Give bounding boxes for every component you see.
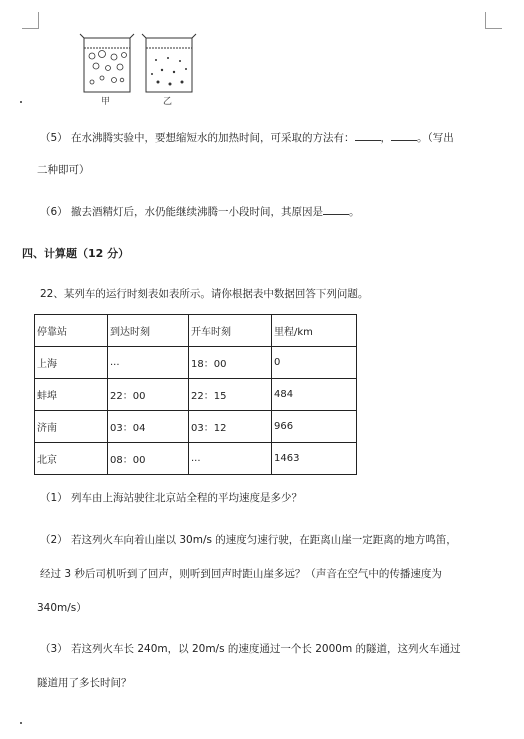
question-22-sub-3-line-1: （3） 若这列火车长 240m，以 20m/s 的速度通过一个长 2000m 的隧道，这列火车通过 (40, 643, 461, 655)
table-row (35, 443, 357, 475)
question-6: （6） 撤去酒精灯后，水仍能继续沸腾一小段时间，其原因是 。 (40, 206, 360, 218)
table-row (35, 347, 357, 379)
margin-dot (20, 101, 22, 103)
table-cell: 0 (272, 347, 357, 379)
table-cell: 济南 (35, 411, 108, 443)
table-cell: 1463 (272, 443, 357, 475)
table-header-cell: 到达时刻 (108, 315, 189, 347)
page-corner-mark-left (22, 12, 39, 29)
table-cell: ... (108, 347, 189, 379)
table-cell: 蚌埠 (35, 379, 108, 411)
page-corner-mark-right (485, 12, 502, 29)
question-22-sub-2-line-1: （2） 若这列火车向着山崖以 30m/s 的速度匀速行驶，在距离山崖一定距离的地方鸣笛， (40, 534, 457, 546)
table-cell: 上海 (35, 347, 108, 379)
table-cell: 03：04 (108, 411, 189, 443)
timetable (34, 314, 357, 475)
margin-dot (20, 722, 22, 724)
table-cell: 北京 (35, 443, 108, 475)
question-5-line-1: （5） 在水沸腾实验中，要想缩短水的加热时间，可采取的方法有： ， 。（写出 (40, 132, 454, 144)
table-cell: 18：00 (189, 347, 272, 379)
table-header-row (35, 315, 357, 347)
table-cell: 484 (272, 379, 357, 411)
table-cell: 22：15 (189, 379, 272, 411)
question-5-text: （5） 在水沸腾实验中，要想缩短水的加热时间，可采取的方法有： (40, 132, 355, 144)
table-header-cell: 停靠站 (35, 315, 108, 347)
beaker-a (80, 34, 134, 92)
table-cell: 08：00 (108, 443, 189, 475)
section-title: 四、计算题（12 分） (22, 247, 130, 260)
table-cell: 22：00 (108, 379, 189, 411)
table-header-cell: 开车时刻 (189, 315, 272, 347)
table-cell: 03：12 (189, 411, 272, 443)
question-22-sub-1: （1） 列车由上海站驶往北京站全程的平均速度是多少？ (40, 492, 303, 504)
question-6-text: （6） 撤去酒精灯后，水仍能继续沸腾一小段时间，其原因是 (40, 206, 324, 218)
answer-blank[interactable] (391, 130, 417, 141)
beaker-figure (78, 30, 198, 105)
answer-blank[interactable] (355, 130, 381, 141)
question-5-line-2: 二种即可） (37, 164, 90, 176)
table-header-cell: 里程/km (272, 315, 357, 347)
answer-blank[interactable] (323, 204, 349, 215)
figure-label-b: 乙 (163, 97, 173, 107)
question-22-sub-2-line-2: 经过 3 秒后司机听到了回声，则听到回声时距山崖多远？（声音在空气中的传播速度为 (40, 568, 442, 580)
question-22-sub-3-line-2: 隧道用了多长时间？ (37, 677, 132, 689)
table-cell: 966 (272, 411, 357, 443)
figure-label-a: 甲 (101, 97, 111, 107)
table-row (35, 379, 357, 411)
question-22-sub-2-line-3: 340m/s） (37, 602, 87, 614)
table-row (35, 411, 357, 443)
table-cell: ... (189, 443, 272, 475)
question-22-intro: 22、某列车的运行时刻表如表所示。请你根据表中数据回答下列问题。 (40, 288, 369, 300)
